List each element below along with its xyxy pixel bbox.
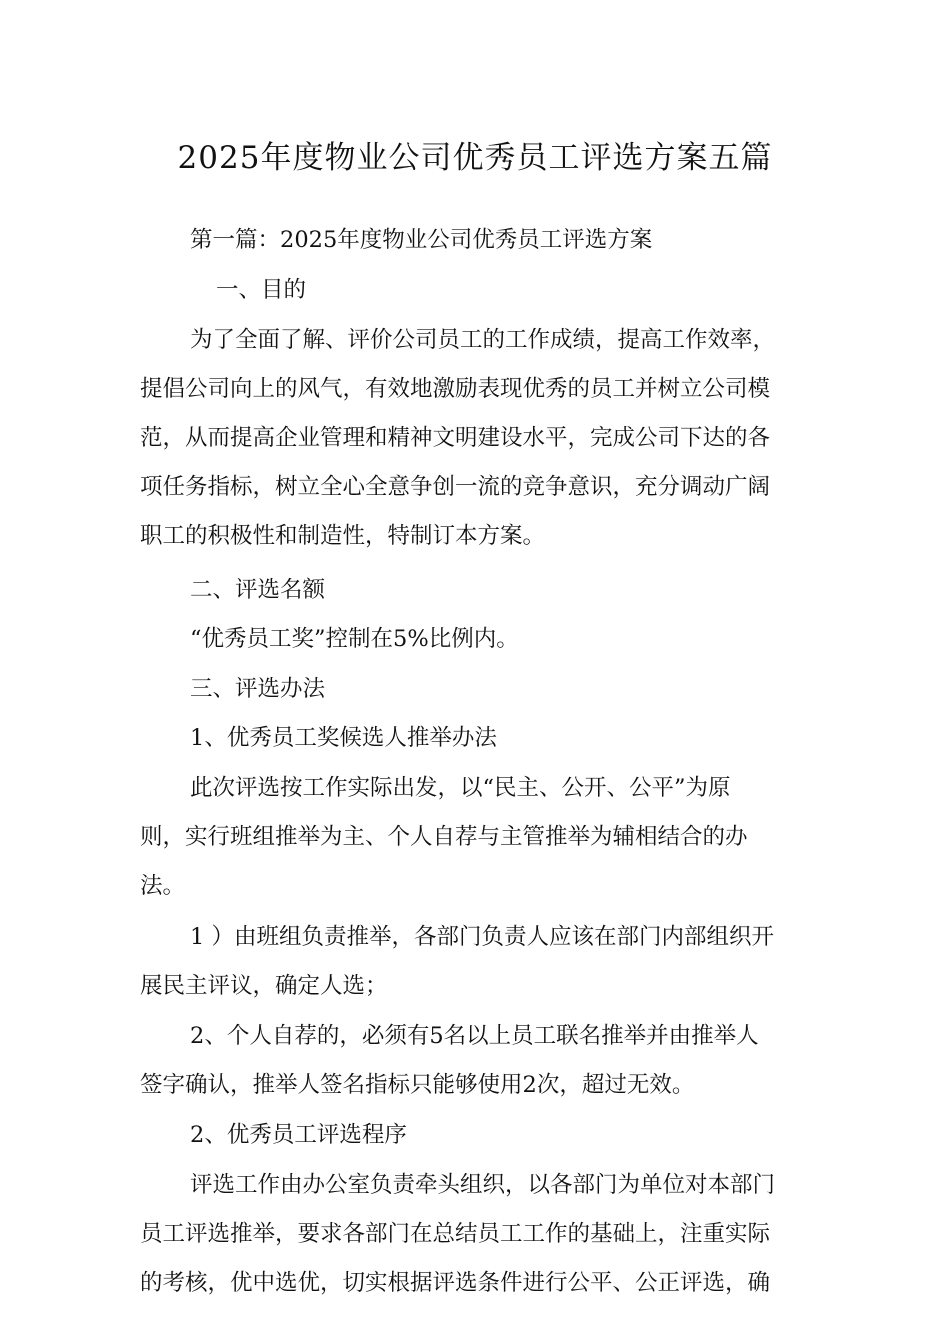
document-title: 2025年度物业公司优秀员工评选方案五篇 [177,140,773,176]
paragraph-line: 范，从而提高企业管理和精神文明建设水平，完成公司下达的各 [140,425,771,451]
paragraph-quota [140,615,830,664]
paragraph-line: 二、评选名额 [190,577,326,603]
subheading-procedure [140,1111,830,1160]
paragraph-line: 项任务指标，树立全心全意争创一流的竞争意识，充分调动广阔 [140,474,771,500]
paragraph-procedure [140,1161,830,1308]
paragraph-line: “优秀员工奖”控制在5%比例内。 [190,626,519,652]
paragraph-line: 1 ）由班组负责推举，各部门负责人应该在部门内部组织开 [190,924,774,950]
paragraph-line: 则，实行班组推举为主、个人自荐与主管推举为辅相结合的办 [140,824,748,850]
paragraph-nomination-principle [140,764,830,911]
paragraph-line: 为了全面了解、评价公司员工的工作成绩，提高工作效率， [190,327,776,353]
paragraph-line: 法。 [140,873,186,899]
paragraph-line: 1、优秀员工奖候选人推举办法 [190,725,497,751]
section-heading-purpose [140,266,830,315]
paragraph-line: 2、个人自荐的，必须有5名以上员工联名推举并由推举人 [190,1023,759,1049]
paragraph-self-nomination [140,1012,830,1110]
paragraph-line: 第一篇：2025年度物业公司优秀员工评选方案 [190,227,653,253]
paragraph-line: 员工评选推举，要求各部门在总结员工工作的基础上，注重实际 [140,1221,771,1247]
paragraph-purpose [140,316,830,561]
paragraph-line: 评选工作由办公室负责牵头组织，以各部门为单位对本部门 [190,1172,776,1198]
paragraph-line: 三、评选办法 [190,676,326,702]
section-heading-quota [140,566,830,615]
paragraph-team-nomination [140,913,830,1011]
paragraph-line: 展民主评议，确定人选； [140,973,388,999]
paragraph-line: 此次评选按工作实际出发，以“民主、公开、公平”为原 [190,775,731,801]
section-heading-chapter-one [140,216,830,265]
section-heading-method [140,665,830,714]
paragraph-line: 提倡公司向上的风气，有效地激励表现优秀的员工并树立公司模 [140,376,771,402]
paragraph-line: 一、目的 [216,277,307,303]
paragraph-line: 签字确认，推举人签名指标只能够使用2次，超过无效。 [140,1072,695,1098]
paragraph-line: 职工的积极性和制造性，特制订本方案。 [140,523,546,549]
subheading-nomination [140,714,830,763]
paragraph-line: 2、优秀员工评选程序 [190,1122,407,1148]
paragraph-line: 的考核，优中选优，切实根据评选条件进行公平、公正评选，确 [140,1270,771,1296]
